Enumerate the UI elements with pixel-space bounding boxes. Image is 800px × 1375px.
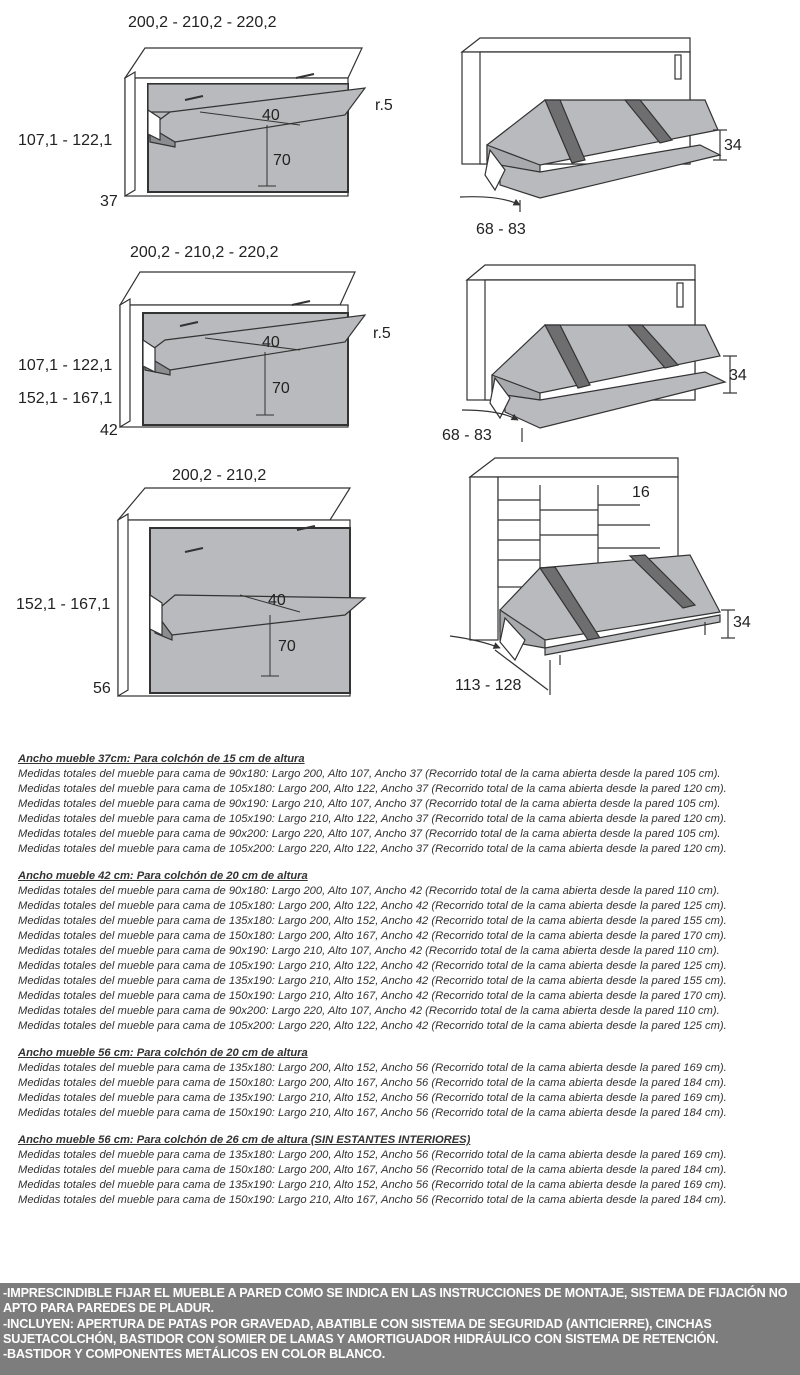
front-height-label-37: 107,1 - 122,1 [18, 132, 113, 149]
front-height-label-42b: 152,1 - 167,1 [18, 390, 113, 407]
radius-label-37: r.5 [375, 97, 393, 114]
spec-line: Medidas totales del mueble para cama de 135x180: Largo 200, Alto 152, Ancho 56 (Recorrido total de la cama abierta desde la pared 169 cm). [18, 1149, 727, 1161]
front-depth-label-56: 56 [93, 680, 111, 697]
open-view-37 [460, 38, 727, 212]
desk-depth-label-37: 40 [262, 107, 280, 124]
spec-line: Medidas totales del mueble para cama de 135x180: Largo 200, Alto 152, Ancho 42 (Recorrido total de la cama abierta desde la pared 155 cm). [18, 915, 727, 927]
shelf-depth-label-56: 16 [632, 484, 650, 501]
spec-line: Medidas totales del mueble para cama de 150x190: Largo 210, Alto 167, Ancho 42 (Recorrido total de la cama abierta desde la pared 170 cm). [18, 990, 727, 1002]
spec-group-37 [18, 752, 788, 857]
note-fixing: -IMPRESCINDIBLE FIJAR EL MUEBLE A PARED COMO SE INDICA EN LAS INSTRUCCIONES DE MONTAJE, SISTEMA DE FIJACIÓN NO APTO PARA PAREDES DE PLADUR. [3, 1286, 788, 1316]
spec-line: Medidas totales del mueble para cama de 150x180: Largo 200, Alto 167, Ancho 56 (Recorrido total de la cama abierta desde la pared 184 cm). [18, 1077, 727, 1089]
spec-heading: Ancho mueble 42 cm: Para colchón de 20 cm de altura [18, 870, 308, 882]
radius-label-42: r.5 [373, 325, 391, 342]
desk-height-label-37: 70 [273, 152, 291, 169]
front-view-42 [120, 272, 365, 427]
spec-line: Medidas totales del mueble para cama de 90x190: Largo 210, Alto 107, Ancho 42 (Recorrido total de la cama abierta desde la pared 110 cm). [18, 945, 720, 957]
mattress-height-label-37: 34 [724, 137, 742, 154]
mattress-height-label-56: 34 [733, 614, 751, 631]
spec-line: Medidas totales del mueble para cama de 105x180: Largo 200, Alto 122, Ancho 42 (Recorrido total de la cama abierta desde la pared 125 cm). [18, 900, 727, 912]
spec-line: Medidas totales del mueble para cama de 135x190: Largo 210, Alto 152, Ancho 56 (Recorrido total de la cama abierta desde la pared 169 cm). [18, 1179, 727, 1191]
front-width-label-56: 200,2 - 210,2 [172, 467, 267, 484]
spec-line: Medidas totales del mueble para cama de 150x190: Largo 210, Alto 167, Ancho 56 (Recorrido total de la cama abierta desde la pared 184 cm). [18, 1107, 727, 1119]
desk-depth-label-56: 40 [268, 592, 286, 609]
spec-line: Medidas totales del mueble para cama de 90x180: Largo 200, Alto 107, Ancho 37 (Recorrido total de la cama abierta desde la pared 105 cm). [18, 768, 721, 780]
front-view-56 [118, 488, 365, 696]
spec-line: Medidas totales del mueble para cama de 105x200: Largo 220, Alto 122, Ancho 37 (Recorrido total de la cama abierta desde la pared 120 cm). [18, 843, 727, 855]
open-view-42 [462, 265, 737, 442]
front-depth-label-37: 37 [100, 193, 118, 210]
front-height-label-56: 152,1 - 167,1 [16, 596, 111, 613]
spec-line: Medidas totales del mueble para cama de 105x200: Largo 220, Alto 122, Ancho 42 (Recorrido total de la cama abierta desde la pared 125 cm). [18, 1020, 727, 1032]
front-width-label-37: 200,2 - 210,2 - 220,2 [128, 14, 277, 31]
front-depth-label-42: 42 [100, 422, 118, 439]
spec-group-56-26 [18, 1133, 788, 1208]
spec-heading: Ancho mueble 56 cm: Para colchón de 20 cm de altura [18, 1047, 308, 1059]
notes-banner [0, 1283, 800, 1375]
spec-line: Medidas totales del mueble para cama de 135x190: Largo 210, Alto 152, Ancho 42 (Recorrido total de la cama abierta desde la pared 155 cm). [18, 975, 727, 987]
front-height-label-42a: 107,1 - 122,1 [18, 357, 113, 374]
spec-line: Medidas totales del mueble para cama de 90x200: Largo 220, Alto 107, Ancho 42 (Recorrido total de la cama abierta desde la pared 110 cm). [18, 1005, 720, 1017]
spec-line: Medidas totales del mueble para cama de 105x180: Largo 200, Alto 122, Ancho 37 (Recorrido total de la cama abierta desde la pared 120 cm). [18, 783, 727, 795]
desk-height-label-56: 70 [278, 638, 296, 655]
spec-line: Medidas totales del mueble para cama de 90x180: Largo 200, Alto 107, Ancho 42 (Recorrido total de la cama abierta desde la pared 110 cm). [18, 885, 720, 897]
leg-depth-label-37: 68 - 83 [476, 221, 526, 238]
spec-heading: Ancho mueble 37cm: Para colchón de 15 cm de altura [18, 753, 305, 765]
spec-group-56-20 [18, 1046, 788, 1121]
desk-depth-label-42: 40 [262, 334, 280, 351]
front-width-label-42: 200,2 - 210,2 - 220,2 [130, 244, 279, 261]
leg-depth-label-42: 68 - 83 [442, 427, 492, 444]
spec-group-42 [18, 869, 788, 1034]
spec-line: Medidas totales del mueble para cama de 90x200: Largo 220, Alto 107, Ancho 37 (Recorrido total de la cama abierta desde la pared 105 cm). [18, 828, 721, 840]
open-view-56 [450, 458, 735, 695]
spec-heading: Ancho mueble 56 cm: Para colchón de 26 cm de altura (SIN ESTANTES INTERIORES) [18, 1134, 471, 1146]
spec-line: Medidas totales del mueble para cama de 150x180: Largo 200, Alto 167, Ancho 56 (Recorrido total de la cama abierta desde la pared 184 cm). [18, 1164, 727, 1176]
note-color: -BASTIDOR Y COMPONENTES METÁLICOS EN COLOR BLANCO. [3, 1347, 386, 1362]
desk-height-label-42: 70 [272, 380, 290, 397]
spec-line: Medidas totales del mueble para cama de 135x190: Largo 210, Alto 152, Ancho 56 (Recorrido total de la cama abierta desde la pared 169 cm). [18, 1092, 727, 1104]
leg-depth-label-56: 113 - 128 [455, 677, 522, 694]
spec-line: Medidas totales del mueble para cama de 105x190: Largo 210, Alto 122, Ancho 42 (Recorrido total de la cama abierta desde la pared 125 cm). [18, 960, 727, 972]
mattress-height-label-42: 34 [729, 367, 747, 384]
spec-line: Medidas totales del mueble para cama de 150x180: Largo 200, Alto 167, Ancho 42 (Recorrido total de la cama abierta desde la pared 170 cm). [18, 930, 727, 942]
spec-line: Medidas totales del mueble para cama de 150x190: Largo 210, Alto 167, Ancho 56 (Recorrido total de la cama abierta desde la pared 184 cm). [18, 1194, 727, 1206]
spec-line: Medidas totales del mueble para cama de 135x180: Largo 200, Alto 152, Ancho 56 (Recorrido total de la cama abierta desde la pared 169 cm). [18, 1062, 727, 1074]
spec-line: Medidas totales del mueble para cama de 90x190: Largo 210, Alto 107, Ancho 37 (Recorrido total de la cama abierta desde la pared 105 cm). [18, 798, 721, 810]
note-includes: -INCLUYEN: APERTURA DE PATAS POR GRAVEDAD, ABATIBLE CON SISTEMA DE SEGURIDAD (ANTICIERRE), CINCHAS SUJETACOLCHÓN, BASTIDOR CON SOMIER DE LAMAS Y AMORTIGUADOR HIDRÁULICO CON SISTEMA DE RETENCIÓN. [3, 1316, 719, 1346]
spec-list [18, 752, 788, 1220]
spec-line: Medidas totales del mueble para cama de 105x190: Largo 210, Alto 122, Ancho 37 (Recorrido total de la cama abierta desde la pared 120 cm). [18, 813, 727, 825]
front-view-37 [125, 48, 365, 196]
